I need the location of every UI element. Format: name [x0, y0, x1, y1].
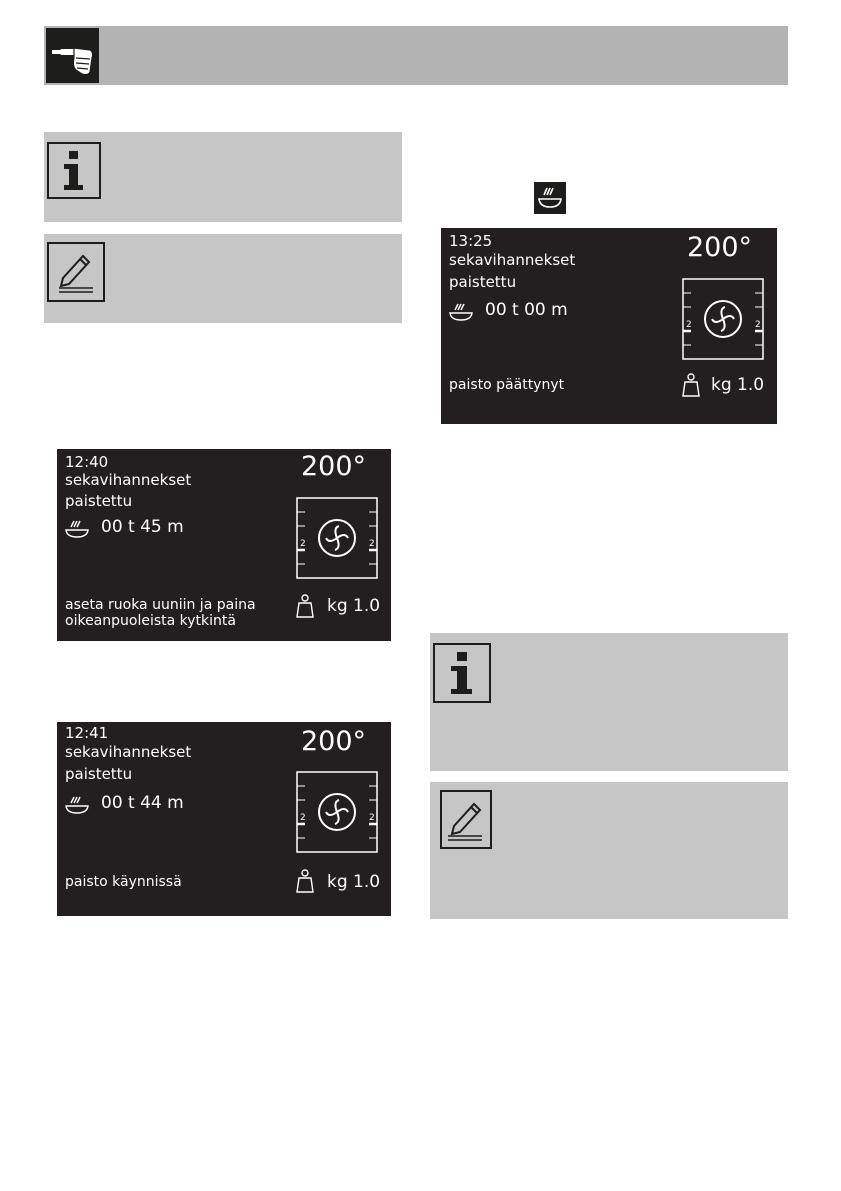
oven-shelf-diagram [295, 496, 379, 580]
pencil-note-icon [440, 790, 492, 849]
temperature: 200° [301, 451, 367, 482]
weight-icon [295, 593, 315, 623]
shelf-number-left: 2 [300, 539, 306, 549]
status-message-line2: oikeanpuoleista kytkintä [65, 613, 236, 629]
pointing-hand-icon [46, 28, 99, 83]
clock-time: 13:25 [449, 232, 493, 250]
temperature: 200° [687, 232, 753, 263]
header-bar [44, 26, 788, 85]
roast-dish-icon [449, 302, 473, 326]
roast-dish-icon [65, 519, 89, 543]
weight-value: kg 1.0 [327, 872, 381, 892]
oven-display-screen [57, 722, 391, 916]
food-category: sekavihannekset [65, 471, 192, 489]
cooking-mode: paistettu [65, 765, 133, 783]
timer-readout: 00 t 00 m [485, 300, 568, 320]
info-note-box [44, 132, 402, 222]
temperature: 200° [301, 726, 367, 757]
food-category: sekavihannekset [65, 743, 192, 761]
clock-time: 12:41 [65, 724, 109, 742]
status-message-line1: paisto päättynyt [449, 377, 565, 393]
weight-icon [681, 372, 701, 402]
info-icon [433, 643, 491, 703]
weight-value: kg 1.0 [711, 375, 765, 395]
pencil-note-icon [47, 242, 105, 302]
roast-dish-icon [65, 795, 89, 819]
shelf-number-right: 2 [369, 813, 375, 823]
weight-value: kg 1.0 [327, 596, 381, 616]
status-message-line1: aseta ruoka uuniin ja paina [65, 597, 256, 613]
timer-readout: 00 t 45 m [101, 517, 184, 537]
pencil-note-box [430, 782, 788, 919]
fan-icon [326, 526, 348, 550]
pencil-note-box [44, 234, 402, 323]
shelf-number-left: 2 [686, 320, 692, 330]
info-note-box [430, 633, 788, 771]
cooking-mode: paistettu [449, 273, 517, 291]
status-message-line1: paisto käynnissä [65, 874, 182, 890]
shelf-number-left: 2 [300, 813, 306, 823]
roast-dish-icon [534, 182, 566, 214]
cooking-mode: paistettu [65, 492, 133, 510]
oven-display-screen [57, 449, 391, 641]
clock-time: 12:40 [65, 453, 109, 471]
food-category: sekavihannekset [449, 251, 576, 269]
fan-icon [712, 307, 734, 331]
info-icon [47, 142, 101, 199]
oven-display-screen [441, 228, 777, 424]
fan-icon [326, 800, 348, 824]
weight-icon [295, 868, 315, 898]
oven-shelf-diagram [681, 277, 765, 361]
shelf-number-right: 2 [369, 539, 375, 549]
oven-shelf-diagram [295, 770, 379, 854]
timer-readout: 00 t 44 m [101, 793, 184, 813]
shelf-number-right: 2 [755, 320, 761, 330]
